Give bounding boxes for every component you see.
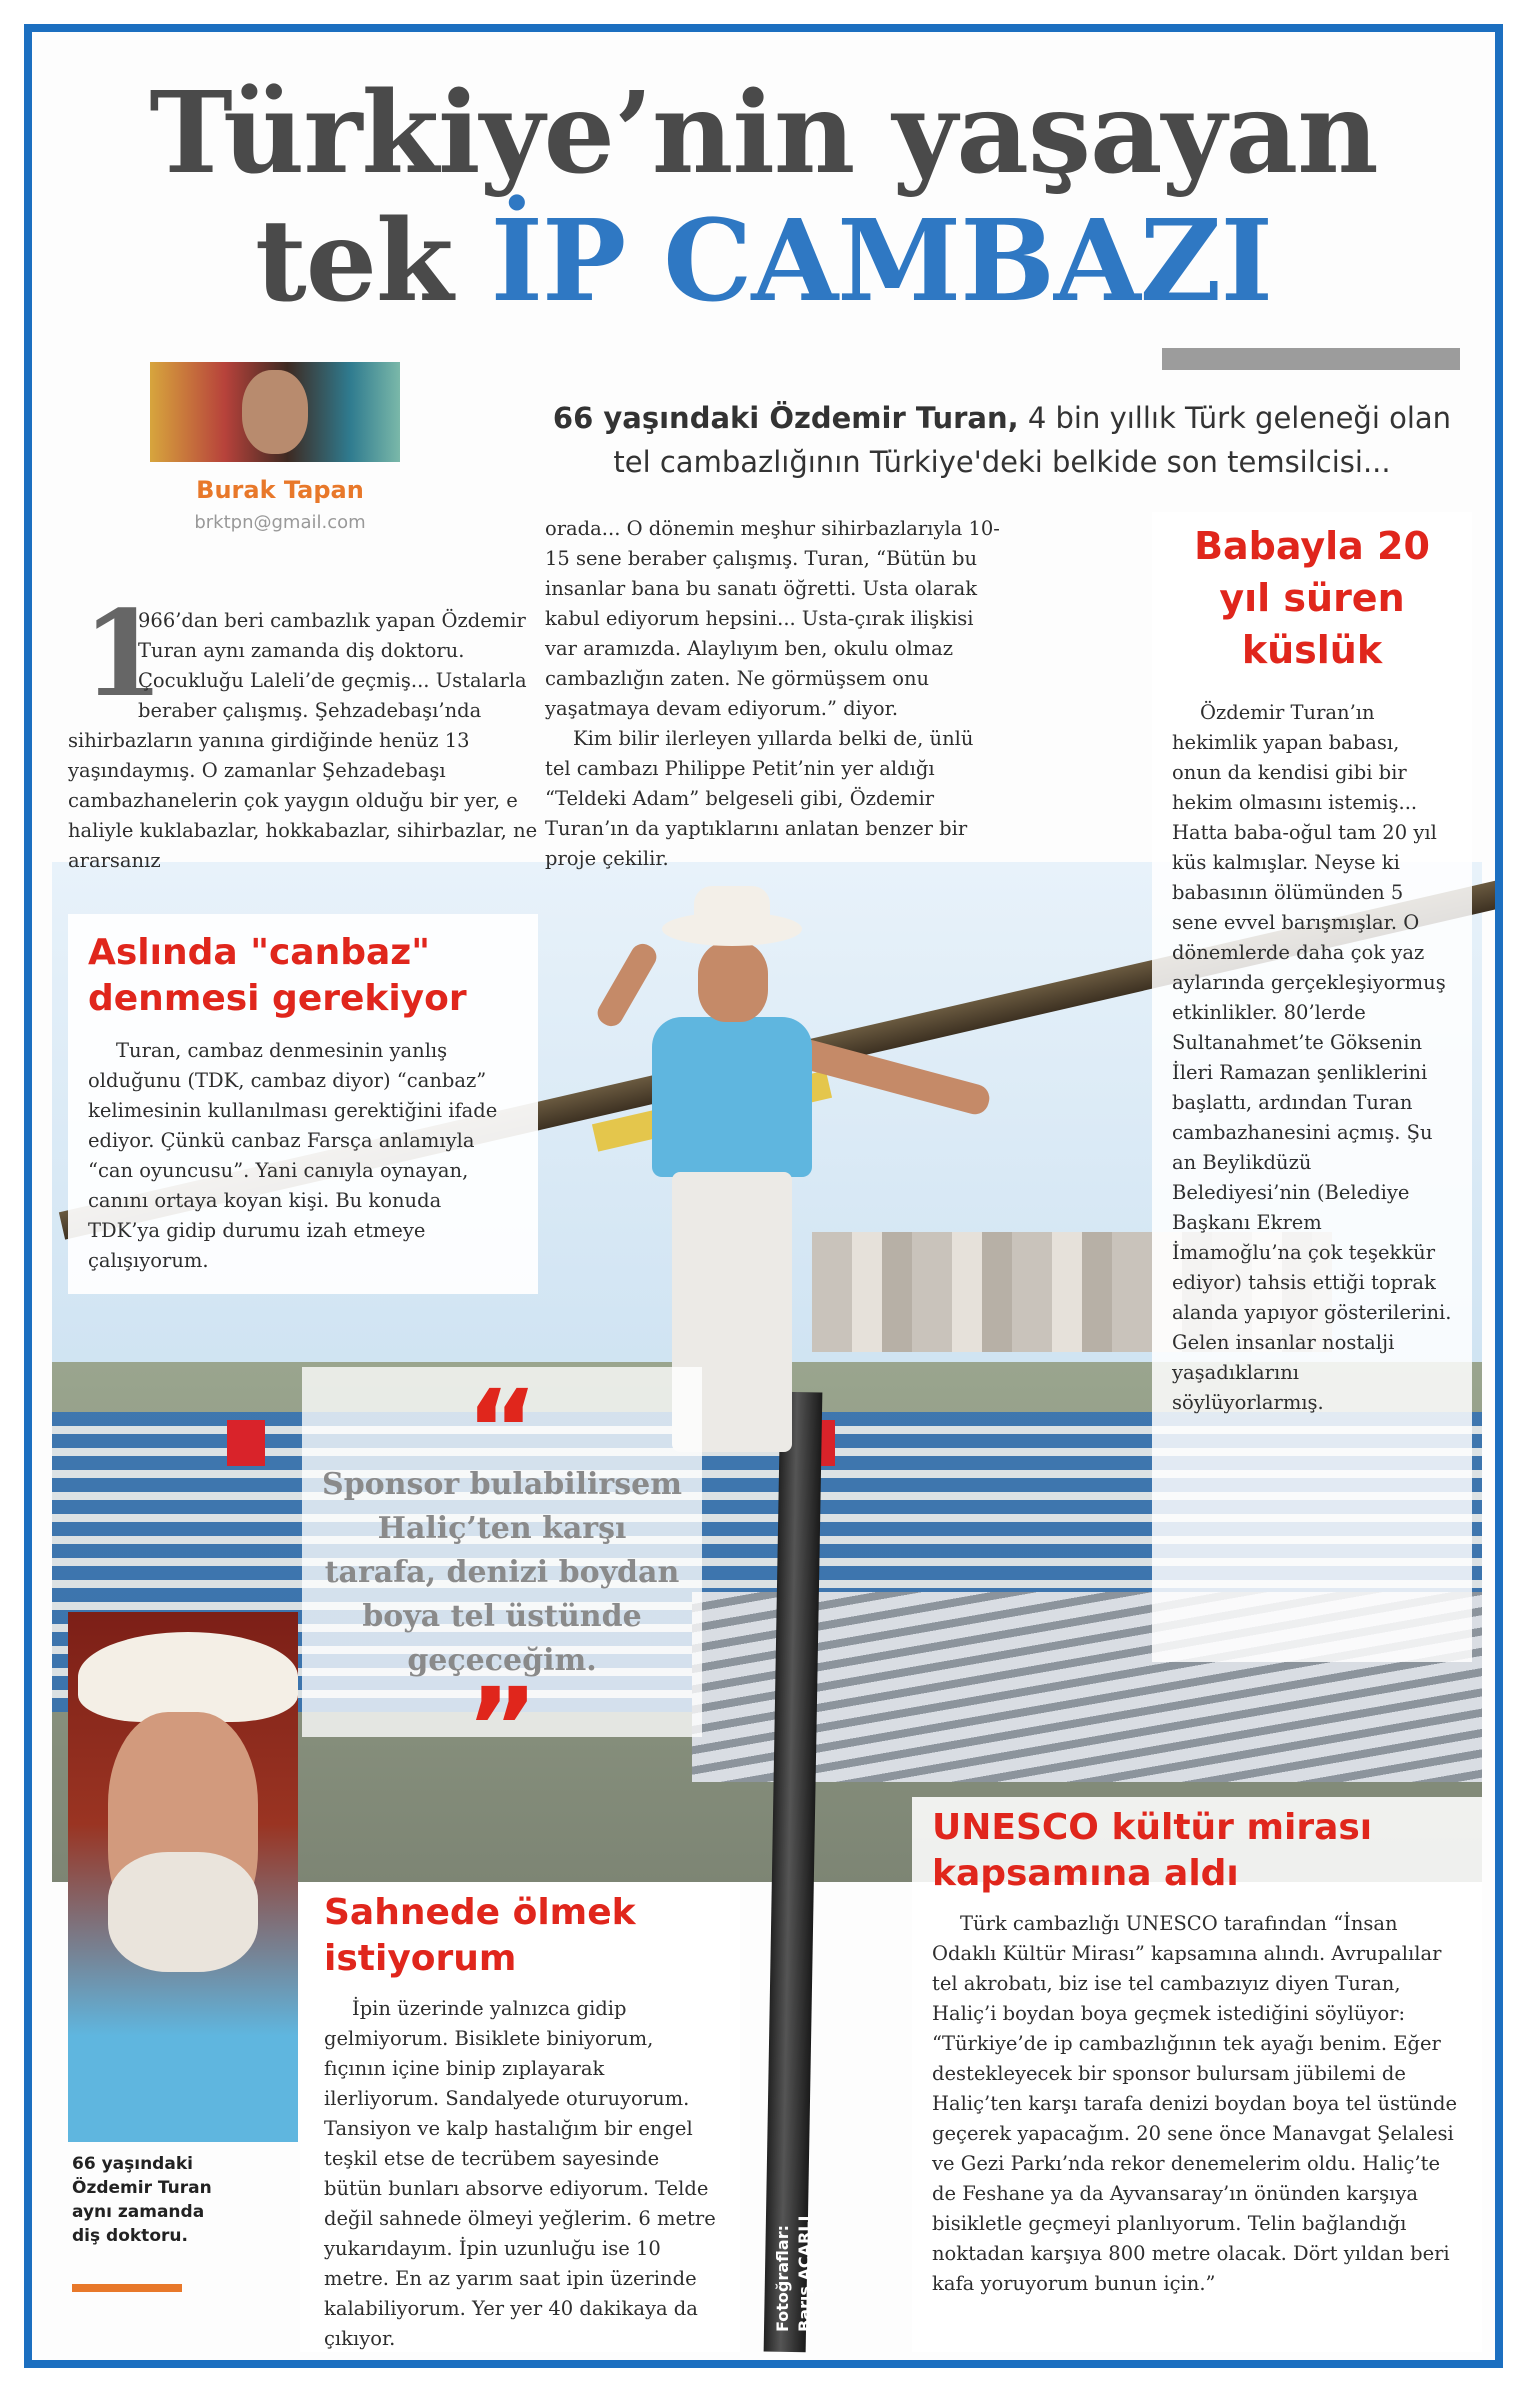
section-sahnede — [300, 1882, 740, 2352]
headline-rule — [1162, 348, 1460, 370]
subhead — [532, 396, 1472, 484]
pull-quote — [302, 1366, 702, 1792]
section-unesco — [912, 1797, 1482, 2352]
quote-text: Sponsor bulabilirsem Haliç’ten karşı tarafa, denizi boydan boya tel üstünde geçeceğim. — [322, 1467, 682, 1678]
section-canbaz-text: Turan, cambaz denmesinin yanlış olduğunu (TDK, cambaz diyor) “canbaz” kelimesinin kullanılması gerektiğini ifade ediyor. Çünkü canbaz Farsça anlamıyla “can oyuncusu”. Yani canıyla oynayan, canını ortaya koyan kişi. Bu konuda TDK’ya gidip durumu izah etmeye çalışıyorum. — [88, 1039, 498, 1272]
author-block — [150, 362, 410, 533]
headline-line1: Türkiye’nin yaşayan — [149, 68, 1378, 199]
article-frame — [24, 24, 1503, 2368]
subhead-rest: 4 bin yıllık Türk geleneği olan tel cambazlığının Türkiye'deki belkide son temsilcisi... — [613, 401, 1452, 479]
turkish-flag-icon — [227, 1420, 265, 1466]
headline-line2-highlight: İP CAMBAZI — [490, 196, 1272, 327]
section-unesco-text: Türk cambazlığı UNESCO tarafından “İnsan Odaklı Kültür Mirası” kapsamına alındı. Avrupalılar tel akrobatı, biz ise tel cambazıyız diyen Turan, Haliç’i boydan boya geçmek istediğini söylüyor: “Türkiye’de ip cambazlığının tek ayağı benim. Eğer destekleyecek bir sponsor bulursam jübilemi de Haliç’ten karşı tarafa denizi boydan boya tel üstünde geçerek yapacağım. 20 sene önce Manavgat Şelalesi ve Gezi Parkı’nda rekor denemelerim oldu. Haliç’te de Feshane ya da Ayvansaray’ın önünden karşıya bisikletle geçmeyi planlıyorum. Telin bağlandığı noktadan karşıya 800 metre olacak. Dört yıldan beri kafa yoruyorum bunun için.” — [932, 1912, 1458, 2295]
section-canbaz — [68, 914, 538, 1294]
section-canbaz-title: Aslında "canbaz" denmesi gerekiyor — [88, 932, 467, 1019]
author-email[interactable]: brktpn@gmail.com — [194, 512, 366, 533]
section-babayla-title: Babayla 20 yıl süren küslük — [1194, 524, 1430, 672]
author-name: Burak Tapan — [196, 476, 364, 504]
column-two-p2: Kim bilir ilerleyen yıllarda belki de, ünlü tel cambazı Philippe Petit’nin yer aldığı “Teldeki Adam” belgeseli gibi, Özdemir Turan’ın da yaptıklarını anlatan benzer bir proje çekilir. — [545, 727, 974, 870]
section-sahnede-text: İpin üzerinde yalnızca gidip gelmiyorum. Bisiklete biniyorum, fıçının içine binip zıplayarak ilerliyorum. Sandalyede oturuyorum. Tansiyon ve kalp hastalığım bir engel teşkil etse de tecrübem sayesinde bütün bunları absorve ediyorum. Telde değil sahnede ölmeyi yeğlerim. 6 metre yukarıdayım. İpin uzunluğu ise 10 metre. En az yarım saat ipin üzerinde kalabiliyorum. Yer yer 40 dakikaya da çıkıyor. — [324, 1997, 716, 2350]
drop-cap: 1 — [82, 584, 165, 723]
headline — [32, 70, 1495, 326]
quote-open-icon: “ — [465, 1366, 539, 1494]
section-babayla — [1152, 512, 1472, 1662]
photo-credit-label: Fotoğraflar: — [773, 2225, 792, 2332]
intro-text: 966’dan beri cambazlık yapan Özdemir Turan aynı zamanda diş doktoru. Çocukluğu Laleli’de geçmiş... Ustalarla beraber çalışmış. Şehzadebaşı’nda sihirbazların yanına girdiğinde henüz 13 yaşındaymış. O zamanlar Şehzadebaşı cambazhanelerin çok yaygın olduğu bir yer, e haliyle kuklabazlar, hokkabazlar, sihirbazlar, ne ararsanız — [68, 609, 538, 872]
photo-credit — [772, 2132, 816, 2332]
caption-underline — [72, 2284, 182, 2292]
column-two-p1: orada... O dönemin meşhur sihirbazlarıyla 10-15 sene beraber çalışmış. Turan, “Bütün bu insanlar bana bu sanatı öğretti. Usta olarak kabul ediyorum hepsini... Usta-çırak ilişkisi var aramızda. Alaylıyım ben, okulu olmaz cambazlığın zaten. Ne görmüşsem onu yaşatmaya devam ediyorum.” diyor. — [545, 517, 1000, 720]
intro-column — [68, 584, 543, 876]
portrait-photo — [68, 1612, 298, 2142]
section-unesco-title: UNESCO kültür mirası kapsamına aldı — [932, 1807, 1373, 1894]
photo-credit-name: Barış ACARLI — [795, 2215, 814, 2332]
headline-line2-prefix: tek — [255, 196, 453, 327]
quote-close-icon: ” — [465, 1664, 539, 1792]
column-two — [545, 514, 1005, 874]
section-sahnede-title: Sahnede ölmek istiyorum — [324, 1892, 636, 1979]
avatar — [150, 362, 400, 462]
photo-caption: 66 yaşındaki Özdemir Turan aynı zamanda diş doktoru. — [72, 2154, 212, 2246]
subhead-bold: 66 yaşındaki Özdemir Turan, — [552, 401, 1019, 435]
section-babayla-text: Özdemir Turan’ın hekimlik yapan babası, onun da kendisi gibi bir hekim olmasını istemiş... Hatta baba-oğul tam 20 yıl küs kalmışlar. Neyse ki babasının ölümünden 5 sene evvel barışmışlar. O dönemlerde daha çok yaz aylarında gerçekleşiyormuş etkinlikler. 80’lerde Sultanahmet’te Göksenin İleri Ramazan şenliklerini başlattı, ardından Turan cambazhanesini açmış. Şu an Beylikdüzü Belediyesi’nin (Belediye Başkanı Ekrem İmamoğlu’na çok teşekkür ediyor) tahsis ettiği toprak alanda yapıyor gösterilerini. Gelen insanlar nostalji yaşadıklarını söylüyorlarmış. — [1172, 701, 1452, 1414]
